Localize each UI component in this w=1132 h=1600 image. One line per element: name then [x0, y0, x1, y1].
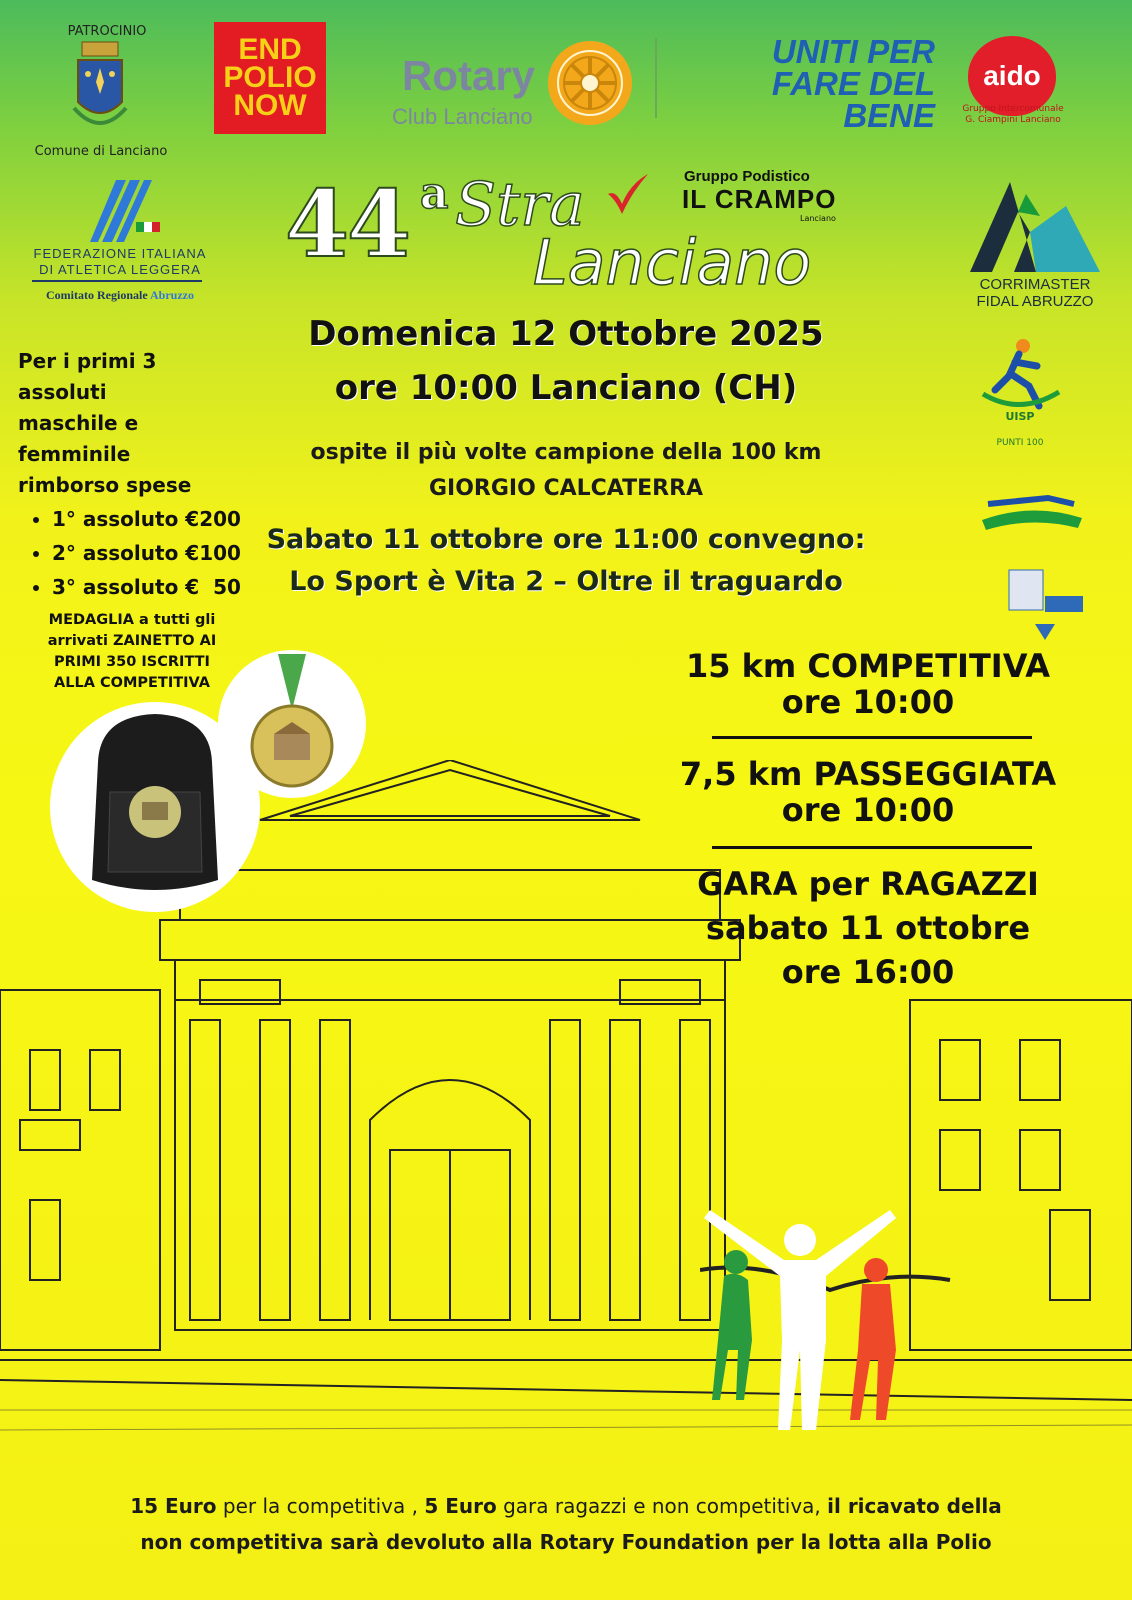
- gruppo-podistico-label: Gruppo Podistico: [684, 168, 810, 185]
- fidal-region: Abruzzo: [150, 288, 194, 302]
- race-divider: [712, 736, 1032, 739]
- guest-name: GIORGIO CALCATERRA: [428, 476, 704, 501]
- medal-line: arrivati ZAINETTO AI: [47, 633, 217, 649]
- footer-bold-text: il ricavato della: [827, 1494, 1002, 1518]
- aido-subtitle: Gruppo Intercomunale G. Ciampini Lanciano: [962, 104, 1064, 125]
- footer-note: [40, 1488, 1092, 1560]
- guest-description: ospite il più volte campione della 100 km: [310, 440, 822, 465]
- race-time: ore 10:00: [781, 791, 955, 829]
- patrocinio-label: PATROCINIO: [67, 24, 147, 39]
- convegno-when: Sabato 11 ottobre ore 11:00 convegno:: [266, 524, 866, 555]
- medal-image: [218, 650, 366, 798]
- fidal-committee-label: Comitato Regionale: [46, 288, 148, 302]
- medal-notice: [22, 610, 242, 694]
- race-ragazzi: [668, 862, 1068, 994]
- runners-silhouette-icon: [700, 1200, 960, 1450]
- fidal-stripes-icon: [90, 180, 160, 242]
- footer-line-2: non competitiva sarà devoluto alla Rotary Foundation per la lotta alla Polio: [140, 1530, 992, 1554]
- corrimaster-name: [950, 276, 1120, 310]
- uisp-points-label: PUNTI 100: [996, 438, 1044, 448]
- price-ragazzi: 5 Euro: [424, 1494, 497, 1518]
- end-polio-logo: [214, 22, 326, 134]
- event-time-location: ore 10:00 Lanciano (CH): [334, 368, 798, 408]
- prize-intro: [18, 346, 258, 501]
- prize-item: • 3° assoluto € 50: [52, 570, 272, 604]
- comune-label: Comune di Lanciano: [34, 144, 168, 159]
- corrimaster-line: FIDAL ABRUZZO: [976, 293, 1094, 310]
- medal-line: ALLA COMPETITIVA: [54, 675, 210, 691]
- footer-line-1: [40, 1488, 1092, 1524]
- event-date: Domenica 12 Ottobre 2025: [308, 314, 824, 354]
- uniti-slogan: [685, 33, 935, 134]
- rotary-logo-text: Rotary: [402, 52, 536, 99]
- corrimaster-mountain-icon: [970, 182, 1100, 272]
- prize-list: [28, 502, 272, 604]
- fidal-line: DI ATLETICA LEGGERA: [39, 262, 201, 277]
- race-name: GARA per RAGAZZI: [697, 865, 1039, 903]
- prize-item: • 2° assoluto €100: [52, 536, 272, 570]
- race-time: ore 10:00: [781, 683, 955, 721]
- race-divider: [712, 846, 1032, 849]
- prize-intro-line: rimborso spese: [18, 473, 192, 497]
- title-city: Lanciano: [533, 226, 812, 299]
- rotary-club-name: Club Lanciano: [392, 104, 533, 129]
- convegno-title: Lo Sport è Vita 2 – Oltre il traguardo: [289, 566, 843, 597]
- medal-line: MEDAGLIA a tutti gli: [48, 612, 216, 628]
- prize-intro-line: femminile: [18, 442, 131, 466]
- price-competitiva: 15 Euro: [130, 1494, 217, 1518]
- correre-abruzzo-runner-icon: [975, 336, 1065, 410]
- prize-intro-line: assoluti: [18, 380, 107, 404]
- race-day: sabato 11 ottobre: [705, 909, 1031, 947]
- race-time: ore 16:00: [781, 953, 955, 991]
- aido-logo: aido: [968, 36, 1056, 116]
- comune-crest-icon: [68, 38, 132, 142]
- uisp-label: UISP: [1005, 410, 1035, 423]
- prize-item: • 1° assoluto €200: [52, 502, 272, 536]
- logo-divider: [655, 38, 657, 118]
- il-crampo-label: IL CRAMPO: [682, 184, 837, 214]
- end-polio-word: POLIO: [223, 61, 317, 94]
- prize-intro-line: Per i primi 3: [18, 349, 157, 373]
- end-polio-word: NOW: [233, 89, 307, 122]
- gruppo-city-label: Lanciano: [800, 214, 836, 223]
- fidal-committee: [30, 288, 210, 303]
- race-name: 7,5 km PASSEGGIATA: [679, 755, 1057, 793]
- medal-line: PRIMI 350 ISCRITTI: [54, 654, 210, 670]
- correre-per-sport-logo-icon: [978, 490, 1086, 534]
- end-polio-word: END: [238, 33, 302, 66]
- edition-suffix: a: [420, 168, 449, 219]
- medal-icon: [218, 650, 366, 798]
- fidal-divider: [32, 280, 202, 282]
- slogan-line: FARE DEL: [771, 65, 935, 102]
- footer-text: per la competitiva ,: [216, 1494, 425, 1518]
- race-name: 15 km COMPETITIVA: [685, 647, 1051, 685]
- checkmark-icon: [604, 170, 650, 216]
- prize-intro-line: maschile e: [18, 411, 139, 435]
- title-stra: Stra: [455, 170, 585, 240]
- edition-number: 44: [285, 170, 410, 278]
- slogan-line: BENE: [843, 97, 935, 134]
- race-passeggiata: [668, 756, 1068, 828]
- race-competitiva: [668, 648, 1068, 720]
- footer-text: gara ragazzi e non competitiva,: [496, 1494, 828, 1518]
- rotary-wheel-icon: [545, 38, 635, 128]
- corrimaster-line: CORRIMASTER: [979, 276, 1091, 293]
- slogan-line: UNITI PER: [771, 33, 935, 70]
- fidal-line: FEDERAZIONE ITALIANA: [33, 246, 207, 261]
- nuova-atletica-lanciano-logo-icon: [1005, 566, 1085, 642]
- fidal-name: [30, 246, 210, 278]
